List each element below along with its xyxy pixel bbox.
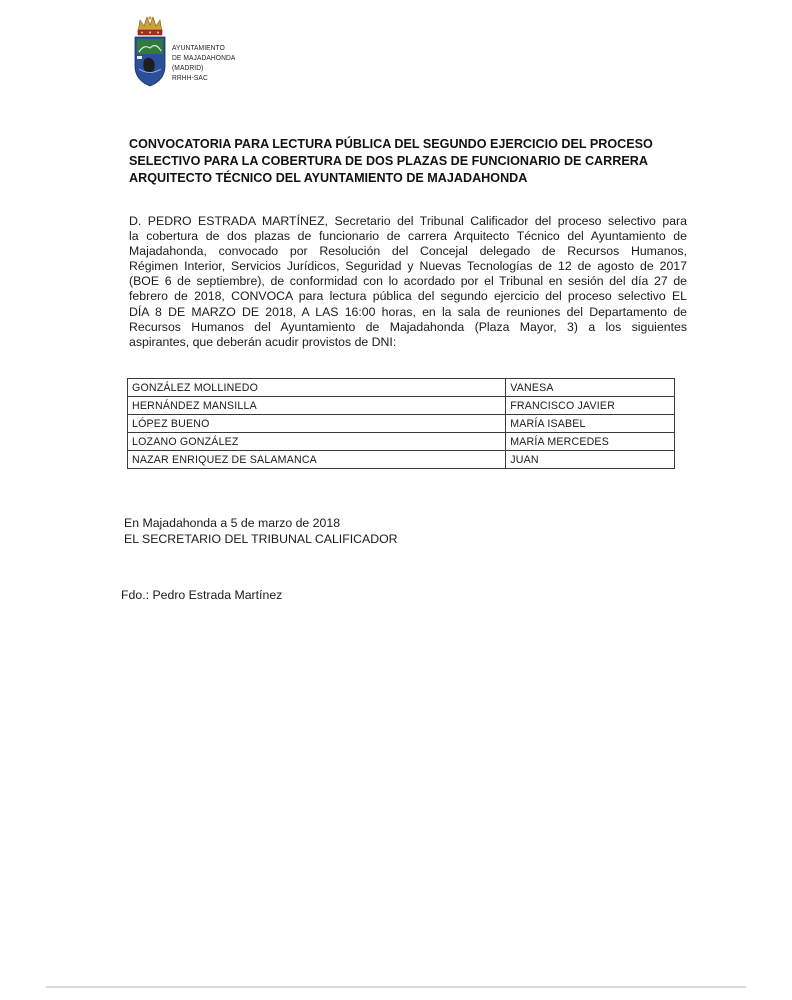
paragraph-line: Majadahonda, convocado por Resolución del Concejal delegado de Recursos Humanos, bbox=[129, 244, 687, 259]
title-line-3: ARQUITECTO TÉCNICO DEL AYUNTAMIENTO DE MAJADAHONDA bbox=[129, 171, 528, 185]
table-row bbox=[128, 433, 675, 451]
applicants-table bbox=[127, 378, 675, 469]
table-row bbox=[128, 415, 675, 433]
applicant-surname: LOZANO GONZÁLEZ bbox=[128, 433, 506, 451]
signatory-role: EL SECRETARIO DEL TRIBUNAL CALIFICADOR bbox=[124, 531, 398, 546]
paragraph-line: D. PEDRO ESTRADA MARTÍNEZ, Secretario del Tribunal Calificador del proceso selectivo para bbox=[129, 214, 687, 228]
applicant-name: VANESA bbox=[506, 379, 675, 397]
institution-line-3: (MADRID) bbox=[172, 65, 204, 72]
paragraph-line: la cobertura de dos plazas de funcionario de carrera Arquitecto Técnico del Ayuntamiento de bbox=[129, 229, 687, 244]
applicant-name: MARÍA ISABEL bbox=[506, 415, 675, 433]
convocation-paragraph bbox=[129, 214, 687, 350]
paragraph-line: DÍA 8 DE MARZO DE 2018, A LAS 16:00 horas, en la sala de reuniones del Departamento de bbox=[129, 304, 687, 319]
paragraph-line: (BOE 6 de septiembre), de conformidad con lo acordado por el Tribunal en sesión del día 27 de bbox=[129, 274, 687, 289]
paragraph-line: Régimen Interior, Servicios Jurídicos, Seguridad y Nuevas Tecnologías de 12 de agosto de 2017 bbox=[129, 259, 687, 274]
place-and-date: En Majadahonda a 5 de marzo de 2018 bbox=[124, 516, 341, 530]
applicant-name: JUAN bbox=[506, 451, 675, 469]
department-code: RRHH-SAC bbox=[172, 75, 208, 82]
title-line-1: CONVOCATORIA PARA LECTURA PÚBLICA DEL SEGUNDO EJERCICIO DEL PROCESO bbox=[129, 137, 653, 151]
institution-line-1: AYUNTAMIENTO bbox=[172, 45, 225, 52]
scan-edge-divider bbox=[46, 986, 746, 988]
institution-name bbox=[172, 44, 235, 84]
paragraph-line: aspirantes, que deberán acudir provistos de DNI: bbox=[129, 334, 397, 349]
applicant-surname: HERNÁNDEZ MANSILLA bbox=[128, 397, 506, 415]
applicant-name: FRANCISCO JAVIER bbox=[506, 397, 675, 415]
paragraph-line: febrero de 2018, CONVOCA para lectura pública del segundo ejercicio del proceso selectivo EL bbox=[129, 289, 687, 304]
applicant-name: MARÍA MERCEDES bbox=[506, 433, 675, 451]
table-row bbox=[128, 397, 675, 415]
paragraph-line: Recursos Humanos del Ayuntamiento de Majadahonda (Plaza Mayor, 3) a los siguientes bbox=[129, 319, 687, 334]
coat-of-arms-logo bbox=[130, 14, 170, 88]
document-title bbox=[129, 136, 687, 187]
closing-block bbox=[124, 516, 398, 547]
institution-line-2: DE MAJADAHONDA bbox=[172, 55, 236, 62]
signed-by: Fdo.: Pedro Estrada Martínez bbox=[121, 588, 283, 602]
applicant-surname: NAZAR ENRIQUEZ DE SALAMANCA bbox=[128, 451, 506, 469]
table-row bbox=[128, 451, 675, 469]
table-row bbox=[128, 379, 675, 397]
title-line-2: SELECTIVO PARA LA COBERTURA DE DOS PLAZAS DE FUNCIONARIO DE CARRERA bbox=[129, 154, 648, 168]
applicant-surname: LÓPEZ BUENO bbox=[128, 415, 506, 433]
applicant-surname: GONZÁLEZ MOLLINEDO bbox=[128, 379, 506, 397]
